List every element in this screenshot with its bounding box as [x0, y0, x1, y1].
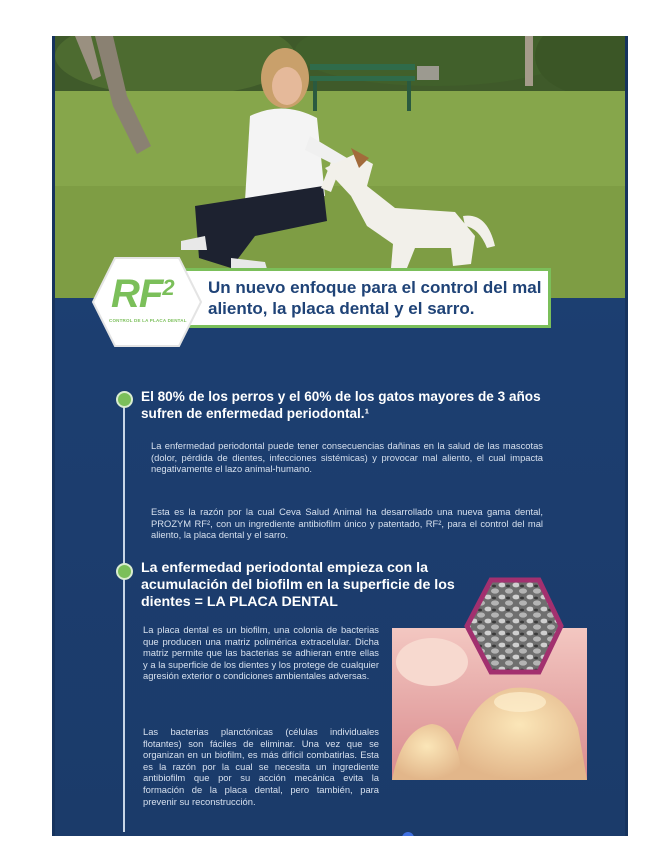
- logo-mark: RF: [111, 272, 163, 316]
- section1-paragraph-2: Esta es la razón por la cual Ceva Salud Animal ha desarrollado una nueva gama dental, PROZYM RF², con un ingrediente antibiofilm único y patentado, RF², para el control del mal aliento, la placa dental y el sarro.: [151, 506, 543, 541]
- page-title: Un nuevo enfoque para el control del mal aliento, la placa dental y el sarro.: [208, 278, 542, 318]
- title-banner: [145, 268, 551, 328]
- brochure-page: [52, 36, 628, 836]
- logo-superscript: 2: [162, 275, 174, 300]
- timeline-dot-1: [116, 391, 133, 408]
- section1-paragraph-1: La enfermedad periodontal puede tener consecuencias dañinas en la salud de las mascotas (dolor, pérdida de dientes, infecciones sistémicas) y provocar mal aliento, el cual impacta negativamente el lazo animal-humano.: [151, 440, 543, 475]
- timeline-dot-2: [116, 563, 133, 580]
- section2-paragraph-2: Las bacterias planctónicas (células individuales flotantes) son fáciles de eliminar. Una vez que se organizan en un biofilm, es más difícil combatirlas. Esta es la razón por la cual se necesita un ingrediente antibiofilm que por su acción mecánica evita la formación de la placa dental, pero también, para prevenir su reconstrucción.: [143, 726, 379, 807]
- section2-paragraph-1: La placa dental es un biofilm, una colonia de bacterias que producen una matriz polimérica extracelular. Dicha matriz permite que las bacterias se adhieran entre ellas y a la superficie de los dientes y los protege de cualquier agresión exterior o condiciones ambientales adversas.: [143, 624, 379, 682]
- biofilm-microscope-icon: [463, 576, 565, 678]
- rf2-logo: [111, 274, 189, 314]
- timeline-line: [123, 402, 125, 832]
- section1-heading: El 80% de los perros y el 60% de los gatos mayores de 3 años sufren de enfermedad periodontal.¹: [141, 389, 541, 421]
- section2-heading: La enfermedad periodontal empieza con la acumulación del biofilm en la superficie de los dientes = LA PLACA DENTAL: [141, 560, 455, 610]
- scroll-indicator[interactable]: [402, 832, 414, 836]
- logo-subtitle: CONTROL DE LA PLACA DENTAL: [109, 318, 187, 323]
